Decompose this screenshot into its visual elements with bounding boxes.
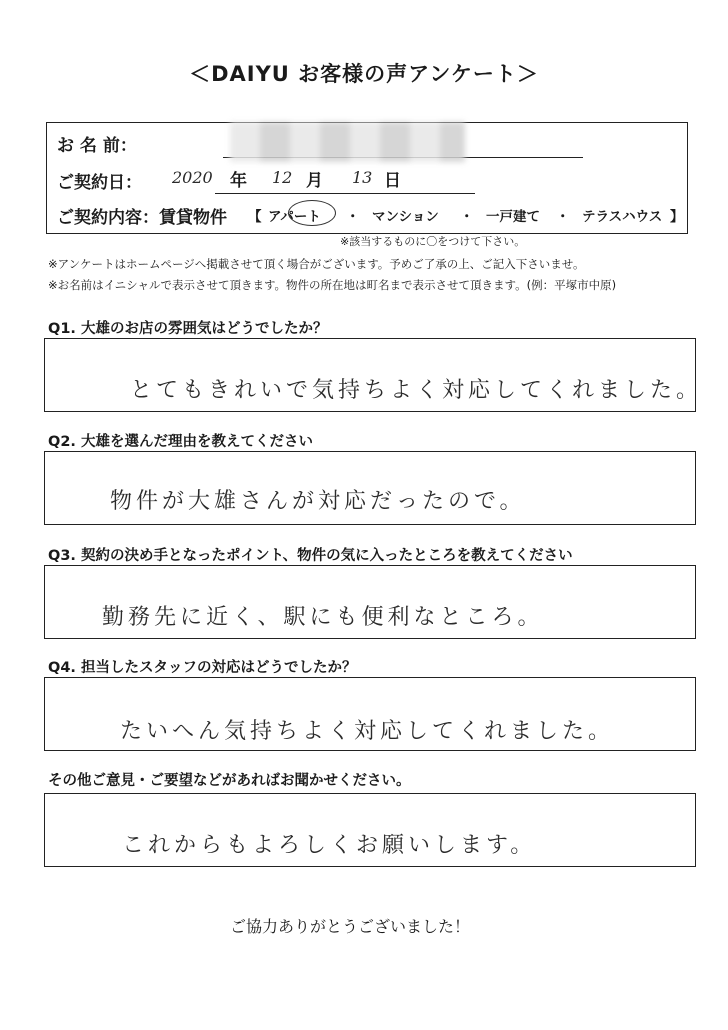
- name-label: お 名 前：: [57, 136, 137, 156]
- answer-1-text: とてもきれいで気持ちよく対応してくれました。: [130, 378, 703, 403]
- other-comments-text: これからもよろしくお願いします。: [122, 833, 537, 858]
- day-unit: 日: [384, 171, 401, 191]
- separator-2: ・: [460, 209, 474, 225]
- circle-instruction: ※該当するものに〇をつけて下さい。: [340, 235, 526, 248]
- contract-day: 13: [352, 168, 373, 187]
- contract-month: 12: [272, 168, 293, 187]
- bracket-close: 】: [670, 209, 684, 225]
- date-underline: [215, 193, 475, 194]
- property-type-house: 一戸建て: [486, 209, 540, 225]
- other-comments-label: その他ご意見・ご要望などがあればお聞かせください。: [48, 773, 411, 789]
- contract-year: 2020: [172, 168, 213, 187]
- selected-type-circle: [288, 200, 336, 226]
- question-2-label: Q2. 大雄を選んだ理由を教えてください: [48, 434, 313, 450]
- contract-content-label: ご契約内容：賃貸物件: [57, 208, 227, 228]
- note-publication: ※アンケートはホームページへ掲載させて頂く場合がございます。予めご了承の上、ご記入下さいませ。: [48, 257, 585, 271]
- redacted-name: [230, 122, 465, 162]
- month-unit: 月: [306, 171, 323, 191]
- survey-title: ＜DAIYU お客様の声アンケート＞: [189, 62, 539, 86]
- contract-date-label: ご契約日：: [57, 173, 142, 193]
- answer-3-text: 勤務先に近く、駅にも便利なところ。: [102, 605, 544, 630]
- bracket-open: 【: [248, 209, 262, 225]
- property-type-apartment: アパート: [268, 209, 321, 225]
- separator-1: ・: [346, 209, 360, 225]
- year-unit: 年: [230, 171, 247, 191]
- question-1-label: Q1. 大雄のお店の雰囲気はどうでしたか？: [48, 321, 328, 337]
- question-3-label: Q3. 契約の決め手となったポイント、物件の気に入ったところを教えてください: [48, 548, 573, 564]
- property-type-mansion: マンション: [372, 209, 439, 225]
- note-initials: ※お名前はイニシャルで表示させて頂きます。物件の所在地は町名まで表示させて頂きます。(例：平塚市中原): [48, 278, 617, 292]
- answer-2-text: 物件が大雄さんが対応だったので。: [110, 489, 526, 514]
- property-type-terrace: テラスハウス: [582, 209, 663, 225]
- question-4-label: Q4. 担当したスタッフの対応はどうでしたか？: [48, 660, 357, 676]
- answer-4-text: たいへん気持ちよく対応してくれました。: [120, 719, 615, 744]
- thank-you-message: ご協力ありがとうございました！: [229, 917, 470, 936]
- separator-3: ・: [556, 209, 570, 225]
